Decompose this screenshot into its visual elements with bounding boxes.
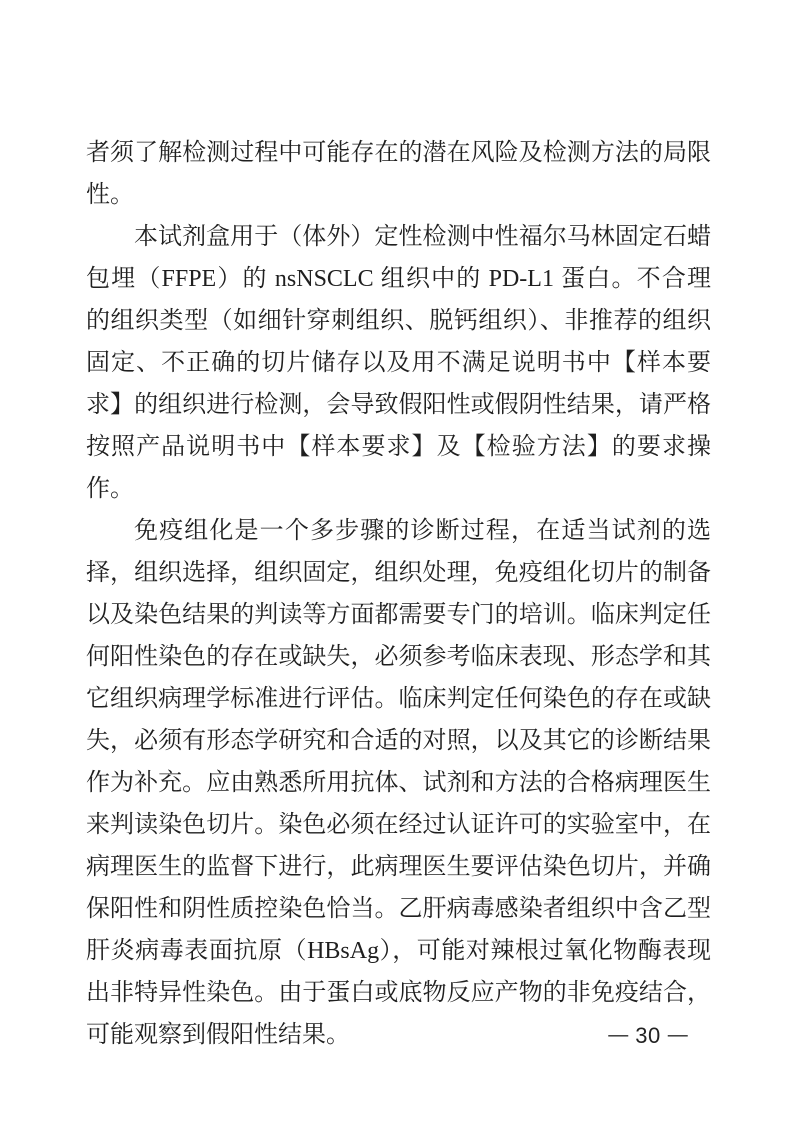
footer-left-dash: — <box>608 1023 629 1046</box>
paragraph-3: 免疫组化是一个多步骤的诊断过程，在适当试剂的选择，组织选择，组织固定，组织处理，免疫组化切片的制备以及染色结果的判读等方面都需要专门的培训。临床判定任何阳性染色的存在或缺失，必须参考临床表现、形态学和其它组织病理学标准进行评估。临床判定任何染色的存在或缺失，必须有形态学研究和合适的对照，以及其它的诊断结果作为补充。应由熟悉所用抗体、试剂和方法的合格病理医生来判读染色切片。染色必须在经过认证许可的实验室中，在病理医生的监督下进行，此病理医生要评估染色切片，并确保阳性和阴性质控染色恰当。乙肝病毒感染者组织中含乙型肝炎病毒表面抗原（HBsAg），可能对辣根过氧化物酶表现出非特异性染色。由于蛋白或底物反应产物的非免疫结合，可能观察到假阳性结果。 <box>86 518 711 1048</box>
page-number: 30 <box>635 1023 661 1048</box>
page-footer <box>602 1022 694 1050</box>
body-text <box>86 132 711 1056</box>
footer-right-dash: — <box>667 1023 688 1046</box>
paragraph-1: 者须了解检测过程中可能存在的潜在风险及检测方法的局限性。 <box>86 140 711 208</box>
paragraph-2: 本试剂盒用于（体外）定性检测中性福尔马林固定石蜡包埋（FFPE）的 nsNSCLC 组织中的 PD-L1 蛋白。不合理的组织类型（如细针穿刺组织、脱钙组织）、非推荐的组织固定、不正确的切片储存以及用不满足说明书中【样本要求】的组织进行检测，会导致假阳性或假阴性结果，请严格按照产品说明书中【样本要求】及【检验方法】的要求操作。 <box>86 224 711 502</box>
